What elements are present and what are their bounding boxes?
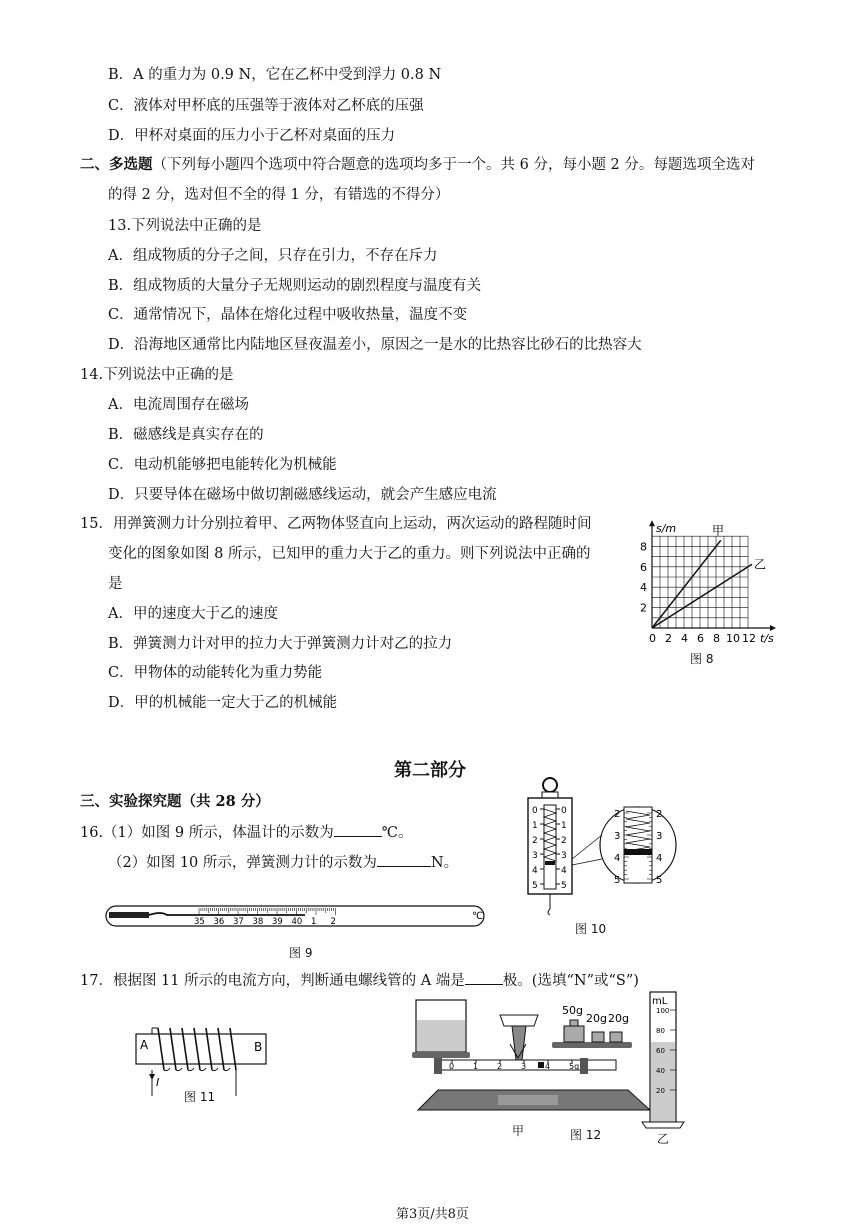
x-tick-label: 12 <box>742 632 756 645</box>
left-pan <box>412 1052 470 1058</box>
right-pan <box>552 1042 632 1048</box>
left-screw <box>434 1058 442 1074</box>
balance-scale-label-right: 1 <box>561 821 567 831</box>
q16-line-1-pre: 16.（1）如图 9 所示，体温计的示数为 <box>80 825 334 841</box>
weight-20g-2 <box>610 1032 622 1042</box>
series-line-yi <box>652 564 752 628</box>
page-footer: 第3页/共8页 <box>396 1207 469 1222</box>
q15-stem-3: 是 <box>108 576 123 592</box>
weight-50g <box>564 1026 584 1042</box>
thermometer-scale-label: 40 <box>291 917 303 927</box>
zoom-scale-label-left: 5 <box>614 875 621 886</box>
q12-option-d: D．甲杯对桌面的压力小于乙杯对桌面的压力 <box>108 128 396 144</box>
series-label-jia: 甲 <box>712 523 725 538</box>
q13-option-d: D．沿海地区通常比内陆地区昼夜温差小，原因之一是水的比热容比砂石的比热容大 <box>108 337 642 353</box>
zoom-scale-label-right: 4 <box>656 853 663 864</box>
beam-scale-label: 2 <box>497 1062 503 1071</box>
y-tick-label: 4 <box>640 581 647 595</box>
section2-heading <box>80 156 755 174</box>
q16-answer-blank-2[interactable] <box>377 852 431 867</box>
thermometer-scale-label: 36 <box>213 917 225 927</box>
balance-scale-label-left: 3 <box>532 851 538 861</box>
thermometer-scale-label: 1 <box>311 917 317 927</box>
beam-scale-label: 1 <box>473 1062 479 1071</box>
balance-pointer-column <box>512 1026 526 1060</box>
x-tick-label: 6 <box>697 632 704 645</box>
balance-scale-label-right: 2 <box>561 836 567 846</box>
section2-desc-2: 的得 2 分，选对但不全的得 1 分，有错选的不得分） <box>108 187 450 203</box>
figure-12-label-jia: 甲 <box>512 1124 525 1138</box>
figure-10-spring-balance <box>520 775 680 915</box>
balance-scale-label-left: 5 <box>532 881 538 891</box>
balance-scale-label-left: 4 <box>532 866 538 876</box>
figure-8-caption: 图 8 <box>690 652 714 666</box>
balance-scale-label-right: 0 <box>561 806 567 816</box>
solenoid-core <box>136 1034 266 1064</box>
series-line-jia <box>652 540 721 628</box>
y-tick-label: 6 <box>640 560 647 574</box>
weight-label-50g: 50g <box>562 1004 583 1017</box>
beam-scale-label: 0 <box>449 1062 455 1071</box>
q15-option-a: A．甲的速度大于乙的速度 <box>108 606 278 622</box>
q15-stem-1: 15．用弹簧测力计分别拉着甲、乙两物体竖直向上运动，两次运动的路程随时间 <box>80 516 592 532</box>
x-tick-label: 2 <box>665 632 672 645</box>
weight-label-20g-b: 20g <box>608 1012 629 1025</box>
q17-line <box>80 970 639 990</box>
x-tick-label: 10 <box>726 632 740 645</box>
q16-answer-blank-1[interactable] <box>334 822 382 837</box>
balance-pointer <box>545 861 555 865</box>
q16-line-2 <box>108 852 458 872</box>
y-tick-label: 2 <box>640 601 647 615</box>
q14-stem: 14.下列说法中正确的是 <box>80 367 234 383</box>
figure-10-caption: 图 10 <box>575 922 607 936</box>
beam-scale-label: 4 <box>545 1062 551 1071</box>
section2-title: 二、多选题 <box>80 156 153 173</box>
section2-desc-1: （下列每小题四个选项中符合题意的选项均多于一个。共 6 分，每小题 2 分。每题选项全选对 <box>152 157 755 173</box>
current-label: I <box>156 1076 160 1089</box>
figure-8-chart <box>630 510 800 670</box>
q15-option-c: C．甲物体的动能转化为重力势能 <box>108 665 323 681</box>
cylinder-scale-label: 80 <box>656 1027 665 1035</box>
balance-scale-label-left: 1 <box>532 821 538 831</box>
q14-option-c: C．电动机能够把电能转化为机械能 <box>108 457 337 473</box>
q17-pre: 17．根据图 11 所示的电流方向，判断通电螺线管的 A 端是 <box>80 973 465 989</box>
x-tick-label: 8 <box>713 632 720 645</box>
balance-scale-label-left: 2 <box>532 836 538 846</box>
cylinder-base <box>642 1122 684 1128</box>
beaker-liquid <box>417 1020 465 1051</box>
balance-scale-label-left: 0 <box>532 806 538 816</box>
q14-option-b: B．磁感线是真实存在的 <box>108 427 264 443</box>
figure-11-caption: 图 11 <box>184 1090 216 1104</box>
q14-option-a: A．电流周围存在磁场 <box>108 397 249 413</box>
figure-12-balance <box>408 990 690 1140</box>
thermometer-unit: ℃ <box>472 911 484 922</box>
q15-option-d: D．甲的机械能一定大于乙的机械能 <box>108 695 338 711</box>
thermometer-bulb <box>109 912 149 918</box>
x-axis-label: t/s <box>760 632 774 645</box>
q16-line-2-post: N。 <box>430 855 459 871</box>
figure-12-caption: 图 12 <box>570 1128 602 1142</box>
weight-20g-1 <box>592 1032 604 1042</box>
cylinder-scale-label: 20 <box>656 1087 665 1095</box>
balance-ring <box>543 778 557 792</box>
zoom-scale-label-right: 2 <box>656 809 663 820</box>
q12-option-b: B．A 的重力为 0.9 N，它在乙杯中受到浮力 0.8 N <box>108 67 442 83</box>
current-arrow-icon <box>149 1074 155 1080</box>
x-tick-label: 0 <box>649 632 656 645</box>
x-axis-arrow-icon <box>770 625 776 631</box>
q12-option-c: C．液体对甲杯底的压强等于液体对乙杯底的压强 <box>108 98 424 114</box>
y-tick-label: 8 <box>640 540 647 554</box>
figure-12-label-yi: 乙 <box>657 1132 670 1146</box>
cylinder-scale-label: 100 <box>656 1007 670 1015</box>
q16-line-1-post: ℃。 <box>381 825 413 841</box>
beam-scale-label: 5g <box>569 1062 580 1071</box>
q17-post: 极。(选填“N”或“S”) <box>502 973 639 989</box>
series-label-yi: 乙 <box>754 557 767 572</box>
q16-line-1 <box>80 822 412 842</box>
q15-option-b: B．弹簧测力计对甲的拉力大于弹簧测力计对乙的拉力 <box>108 636 453 652</box>
zoom-scale-label-right: 5 <box>656 875 663 886</box>
balance-cap <box>542 792 558 798</box>
right-screw <box>580 1058 588 1074</box>
solenoid-label-b: B <box>254 1040 263 1054</box>
q13-option-c: C．通常情况下，晶体在熔化过程中吸收热量，温度不变 <box>108 307 468 323</box>
beam-scale-label: 3 <box>521 1062 527 1071</box>
q13-option-a: A．组成物质的分子之间，只存在引力，不存在斥力 <box>108 248 438 264</box>
part2-title: 第二部分 <box>394 760 466 781</box>
q17-answer-blank[interactable] <box>465 970 503 985</box>
rider <box>538 1062 544 1068</box>
balance-scale-label-right: 3 <box>561 851 567 861</box>
cylinder-scale-label: 40 <box>656 1067 665 1075</box>
thermometer-scale-label: 35 <box>194 917 205 927</box>
solenoid-label-a: A <box>140 1038 149 1052</box>
y-axis-label: s/m <box>656 522 677 536</box>
cylinder-scale-label: 60 <box>656 1047 665 1055</box>
zoom-scale-label-left: 2 <box>614 809 621 820</box>
balance-scale-label-right: 4 <box>561 866 567 876</box>
zoom-scale-label-left: 4 <box>614 853 621 864</box>
q13-stem: 13.下列说法中正确的是 <box>108 218 262 234</box>
x-tick-label: 4 <box>681 632 688 645</box>
thermometer-scale-label: 2 <box>330 917 336 927</box>
figure-9-caption: 图 9 <box>289 946 313 960</box>
thermometer-scale-label: 38 <box>252 917 264 927</box>
q15-stem-2: 变化的图象如图 8 所示，已知甲的重力大于乙的重力。则下列说法中正确的 <box>108 546 591 562</box>
figure-9-thermometer <box>105 900 490 932</box>
balance-scale-label-right: 5 <box>561 881 567 891</box>
zoom-pointer <box>624 849 652 855</box>
zoom-scale-label-left: 3 <box>614 831 621 842</box>
q14-option-d: D．只要导体在磁场中做切割磁感线运动，就会产生感应电流 <box>108 487 497 503</box>
weight-label-20g-a: 20g <box>586 1012 607 1025</box>
q16-line-2-pre: （2）如图 10 所示，弹簧测力计的示数为 <box>108 855 377 871</box>
q13-option-b: B．组成物质的大量分子无规则运动的剧烈程度与温度有关 <box>108 278 482 294</box>
pointer-dial <box>500 1015 538 1026</box>
zoom-scale-label-right: 3 <box>656 831 663 842</box>
cylinder-unit: mL <box>652 996 668 1007</box>
thermometer-scale-label: 39 <box>272 917 283 927</box>
section3-title: 三、实验探究题（共 28 分） <box>80 793 270 810</box>
thermometer-scale-label: 37 <box>233 917 244 927</box>
y-axis-arrow-icon <box>649 520 655 526</box>
